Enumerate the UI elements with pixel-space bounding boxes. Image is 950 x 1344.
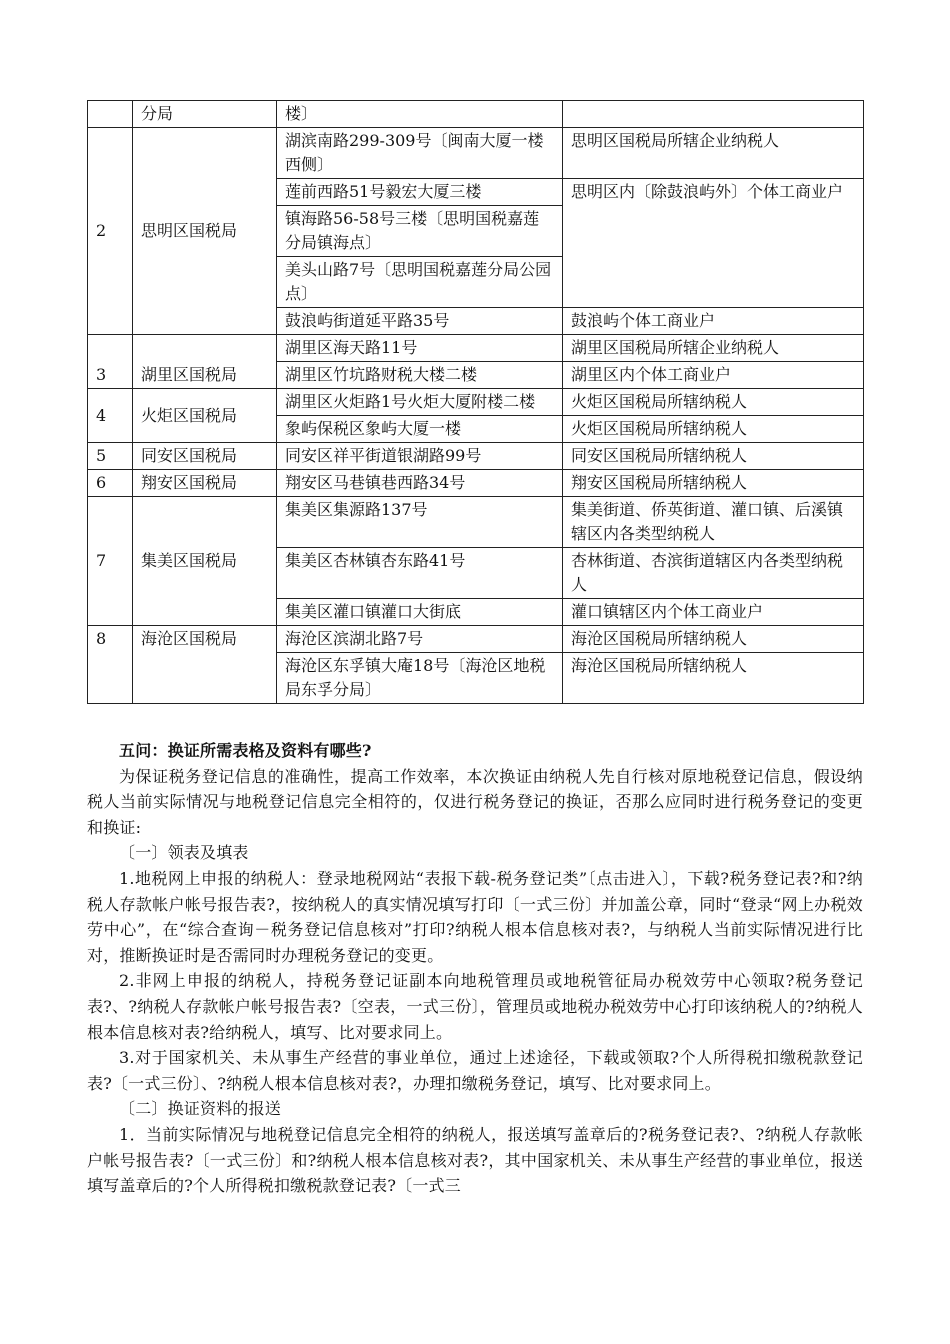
address-cell: 翔安区马巷镇巷西路34号 <box>277 470 563 497</box>
bureau-name: 海沧区国税局 <box>133 626 277 704</box>
table-cell <box>88 101 133 128</box>
address-cell: 湖里区海天路11号 <box>277 335 563 362</box>
subheading: 〔二〕换证资料的报送 <box>119 1099 282 1119</box>
table-cell: 分局 <box>133 101 277 128</box>
address-cell: 莲前西路51号毅宏大厦三楼 <box>277 179 563 206</box>
row-number: 6 <box>88 470 133 497</box>
row-number: 7 <box>88 497 133 626</box>
body-text <box>87 738 863 1199</box>
table-row <box>88 497 864 548</box>
tax-office-table <box>87 100 864 704</box>
scope-cell: 杏林街道、杏滨街道辖区内各类型纳税人 <box>563 548 864 599</box>
subheading: 〔一〕领表及填表 <box>119 843 249 863</box>
address-cell: 镇海路56-58号三楼〔思明国税嘉莲分局镇海点〕 <box>277 206 563 257</box>
scope-cell: 翔安区国税局所辖纳税人 <box>563 470 864 497</box>
table-row <box>88 626 864 653</box>
bureau-name: 火炬区国税局 <box>133 389 277 443</box>
address-cell: 象屿保税区象屿大厦一楼 <box>277 416 563 443</box>
address-cell: 湖滨南路299-309号〔闽南大厦一楼西侧〕 <box>277 128 563 179</box>
scope-cell: 火炬区国税局所辖纳税人 <box>563 389 864 416</box>
address-cell: 集美区杏林镇杏东路41号 <box>277 548 563 599</box>
table-row <box>88 335 864 362</box>
paragraph: 1．当前实际情况与地税登记信息完全相符的纳税人，报送填写盖章后的?税务登记表?、?纳税人存款帐户帐号报告表?〔一式三份〕和?纳税人根本信息核对表?，其中国家机关、未从事生产经营的事业单位，报送填写盖章后的?个人所得税扣缴税款登记表?〔一式三 <box>87 1124 863 1196</box>
address-cell: 海沧区东孚镇大庵18号〔海沧区地税局东孚分局〕 <box>277 653 563 704</box>
table-row <box>88 470 864 497</box>
address-cell: 海沧区滨湖北路7号 <box>277 626 563 653</box>
bureau-name: 思明区国税局 <box>133 128 277 335</box>
bureau-name: 湖里区国税局 <box>133 335 277 389</box>
address-cell: 湖里区火炬路1号火炬大厦附楼二楼 <box>277 389 563 416</box>
scope-cell: 火炬区国税局所辖纳税人 <box>563 416 864 443</box>
scope-cell: 思明区国税局所辖企业纳税人 <box>563 128 864 179</box>
paragraph: 1.地税网上申报的纳税人：登录地税网站“表报下载-税务登记类”〔点击进入〕，下载?税务登记表?和?纳税人存款帐户帐号报告表?，按纳税人的真实情况填写打印〔一式三份〕并加盖公章，同时“登录“网上办税效劳中心”，在“综合查询－税务登记信息核对”打印?纳税人根本信息核对表?，与纳税人当前实际情况进行比对，推断换证时是否需同时办理税务登记的变更。 <box>87 868 863 965</box>
scope-cell: 思明区内〔除鼓浪屿外〕个体工商业户 <box>563 179 864 308</box>
row-number: 2 <box>88 128 133 335</box>
scope-cell: 湖里区国税局所辖企业纳税人 <box>563 335 864 362</box>
table-cell <box>563 101 864 128</box>
scope-cell: 集美街道、侨英街道、灌口镇、后溪镇辖区内各类型纳税人 <box>563 497 864 548</box>
section-heading: 五问：换证所需表格及资料有哪些? <box>119 741 372 760</box>
scope-cell: 同安区国税局所辖纳税人 <box>563 443 864 470</box>
row-number: 8 <box>88 626 133 704</box>
scope-cell: 海沧区国税局所辖纳税人 <box>563 653 864 704</box>
scope-cell: 海沧区国税局所辖纳税人 <box>563 626 864 653</box>
scope-cell: 灌口镇辖区内个体工商业户 <box>563 599 864 626</box>
paragraph: 3.对于国家机关、未从事生产经营的事业单位，通过上述途径，下载或领取?个人所得税扣缴税款登记表?〔一式三份〕、?纳税人根本信息核对表?，办理扣缴税务登记，填写、比对要求同上。 <box>87 1048 863 1093</box>
table-row <box>88 443 864 470</box>
scope-cell: 湖里区内个体工商业户 <box>563 362 864 389</box>
row-number: 3 <box>88 335 133 389</box>
address-cell: 集美区灌口镇灌口大街底 <box>277 599 563 626</box>
table-row <box>88 128 864 179</box>
paragraph: 2.非网上申报的纳税人，持税务登记证副本向地税管理员或地税管征局办税效劳中心领取?税务登记表?、?纳税人存款帐户帐号报告表?〔空表，一式三份〕，管理员或地税办税效劳中心打印该纳税人的?纳税人根本信息核对表?给纳税人，填写、比对要求同上。 <box>87 971 863 1042</box>
bureau-name: 同安区国税局 <box>133 443 277 470</box>
row-number: 4 <box>88 389 133 443</box>
address-cell: 湖里区竹坑路财税大楼二楼 <box>277 362 563 389</box>
table-row <box>88 389 864 416</box>
address-cell: 同安区祥平街道银湖路99号 <box>277 443 563 470</box>
row-number: 5 <box>88 443 133 470</box>
table-cell: 楼〕 <box>277 101 563 128</box>
address-cell: 鼓浪屿街道延平路35号 <box>277 308 563 335</box>
address-cell: 集美区集源路137号 <box>277 497 563 548</box>
scope-cell: 鼓浪屿个体工商业户 <box>563 308 864 335</box>
paragraph: 为保证税务登记信息的准确性，提高工作效率，本次换证由纳税人先自行核对原地税登记信息，假设纳税人当前实际情况与地税登记信息完全相符的，仅进行税务登记的换证，否那么应同时进行税务登记的变更和换证: <box>87 766 863 837</box>
bureau-name: 集美区国税局 <box>133 497 277 626</box>
bureau-name: 翔安区国税局 <box>133 470 277 497</box>
table-row <box>88 101 864 128</box>
address-cell: 美头山路7号〔思明国税嘉莲分局公园点〕 <box>277 257 563 308</box>
